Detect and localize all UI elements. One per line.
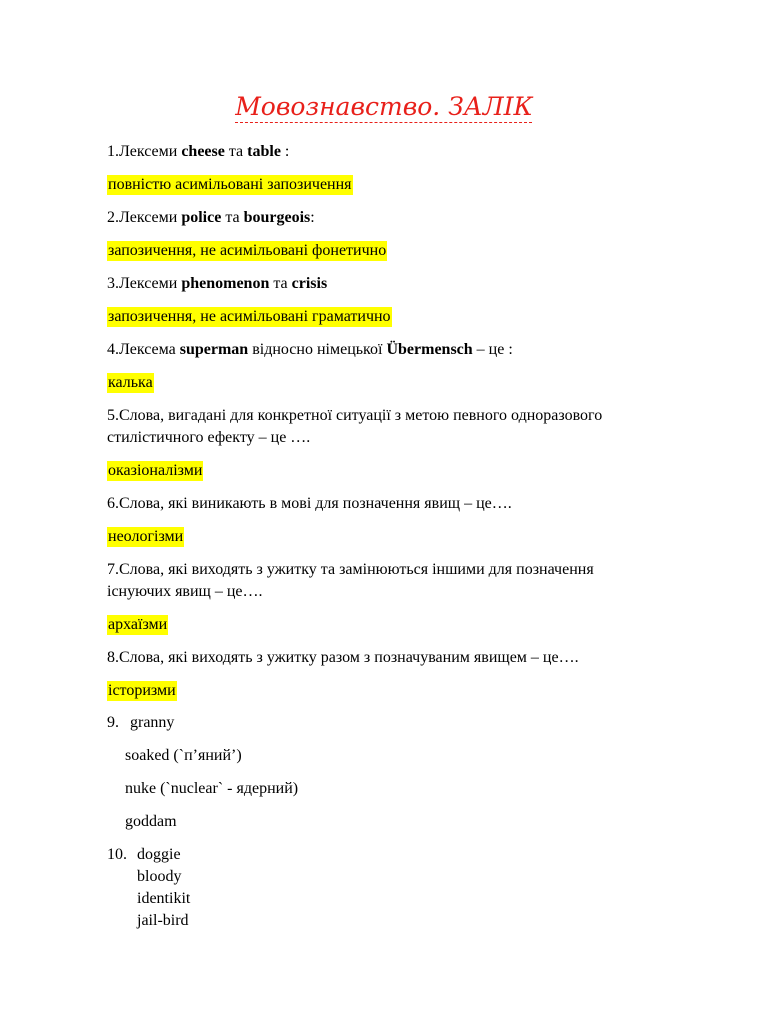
- question-5-line-1: 5.Слова, вигадані для конкретної ситуації з метою певного одноразового: [107, 407, 603, 424]
- list-item: granny: [130, 714, 175, 731]
- question-5-line-2: стилістичного ефекту – це ….: [107, 429, 311, 446]
- answer-1: повністю асимільовані запозичення: [108, 176, 352, 193]
- list-item: identikit: [137, 890, 191, 907]
- question-10-number: 10.: [107, 846, 127, 863]
- answer-8: історизми: [108, 682, 176, 699]
- question-4: 4.Лексема superman відносно німецької Übermensch – це :: [107, 341, 513, 358]
- answer-2: запозичення, не асимільовані фонетично: [108, 242, 387, 259]
- list-item: soaked (`п’яний’): [125, 747, 242, 764]
- answer-3: запозичення, не асимільовані граматично: [108, 308, 391, 325]
- answer-5: оказіоналізми: [108, 462, 203, 479]
- list-item: bloody: [137, 868, 182, 885]
- answer-7: архаїзми: [108, 616, 168, 633]
- question-6: 6.Слова, які виникають в мові для позначення явищ – це….: [107, 495, 512, 512]
- list-item: goddam: [125, 813, 177, 830]
- page-title: Мовознавство. ЗАЛІК: [235, 92, 533, 121]
- question-7-line-2: існуючих явищ – це….: [107, 583, 263, 600]
- list-item: jail-bird: [137, 912, 189, 929]
- question-1: 1.Лексеми cheese та table :: [107, 143, 290, 160]
- list-item: doggie: [137, 846, 181, 863]
- question-3: 3.Лексеми phenomenon та crisis: [107, 275, 328, 292]
- answer-6: неологізми: [108, 528, 184, 545]
- question-8: 8.Слова, які виходять з ужитку разом з позначуваним явищем – це….: [107, 649, 579, 666]
- question-9-number: 9.: [107, 714, 119, 731]
- answer-4: калька: [108, 374, 153, 391]
- question-2: 2.Лексеми police та bourgeois:: [107, 209, 315, 226]
- question-7-line-1: 7.Слова, які виходять з ужитку та замінюються іншими для позначення: [107, 561, 594, 578]
- list-item: nuke (`nuclear` - ядерний): [125, 780, 299, 797]
